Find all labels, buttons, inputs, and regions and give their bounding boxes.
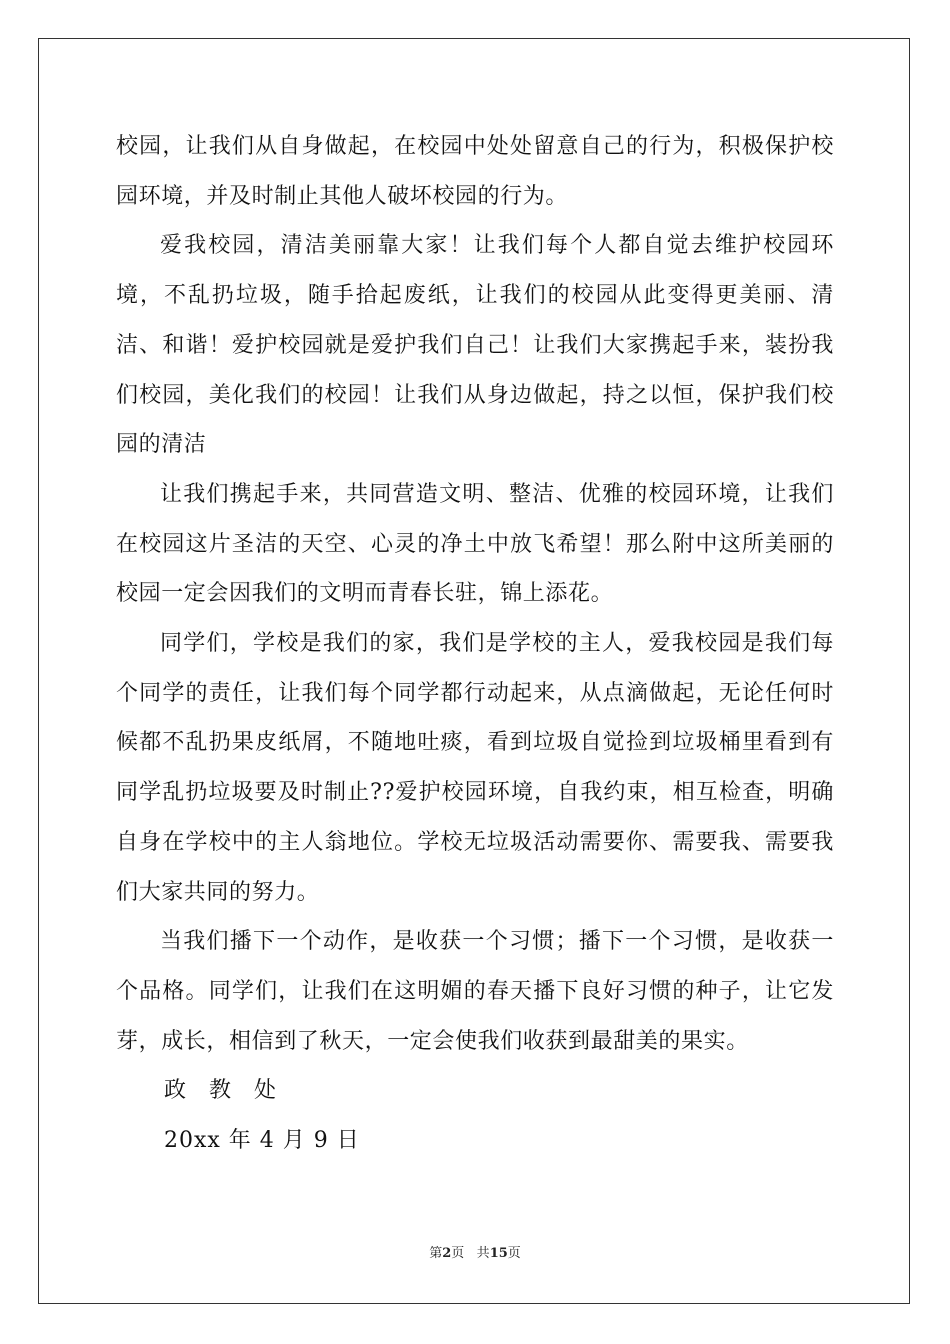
paragraph-1: 校园，让我们从自身做起，在校园中处处留意自己的行为，积极保护校园环境，并及时制止其他人破坏校园的行为。 (116, 134, 834, 209)
footer-page-prefix: 第 (429, 1246, 443, 1261)
paragraph-2: 爱我校园，清洁美丽靠大家！让我们每个人都自觉去维护校园环境，不乱扔垃圾，随手拾起废纸，让我们的校园从此变得更美丽、清洁、和谐！爱护校园就是爱护我们自己！让我们大家携起手来，装扮我们校园，美化我们的校园！让我们从身边做起，持之以恒，保护我们校园的清洁 (116, 233, 834, 458)
footer-page-suffix: 页 (451, 1246, 465, 1261)
footer-total-prefix: 共 (476, 1246, 490, 1261)
document-body (116, 122, 834, 1166)
footer-current-page: 2 (442, 1246, 452, 1261)
signature: 政 教 处 (164, 1078, 284, 1104)
paragraph-4: 同学们，学校是我们的家，我们是学校的主人，爱我校园是我们每个同学的责任，让我们每个同学都行动起来，从点滴做起，无论任何时候都不乱扔果皮纸屑，不随地吐痰，看到垃圾自觉捡到垃圾桶里看到有同学乱扔垃圾要及时制止??爱护校园环境，自我约束，相互检查，明确自身在学校中的主人翁地位。学校无垃圾活动需要你、需要我、需要我们大家共同的努力。 (116, 631, 834, 905)
page-footer (0, 1244, 950, 1264)
date: 20xx 年 4 月 9 日 (164, 1128, 360, 1154)
paragraph-5: 当我们播下一个动作，是收获一个习惯；播下一个习惯，是收获一个品格。同学们，让我们在这明媚的春天播下良好习惯的种子，让它发芽，成长，相信到了秋天，一定会使我们收获到最甜美的果实。 (116, 929, 834, 1054)
footer-total-suffix: 页 (507, 1246, 521, 1261)
footer-total-pages: 15 (489, 1246, 508, 1261)
paragraph-3: 让我们携起手来，共同营造文明、整洁、优雅的校园环境，让我们在校园这片圣洁的天空、心灵的净土中放飞希望！那么附中这所美丽的校园一定会因我们的文明而青春长驻，锦上添花。 (116, 481, 834, 607)
